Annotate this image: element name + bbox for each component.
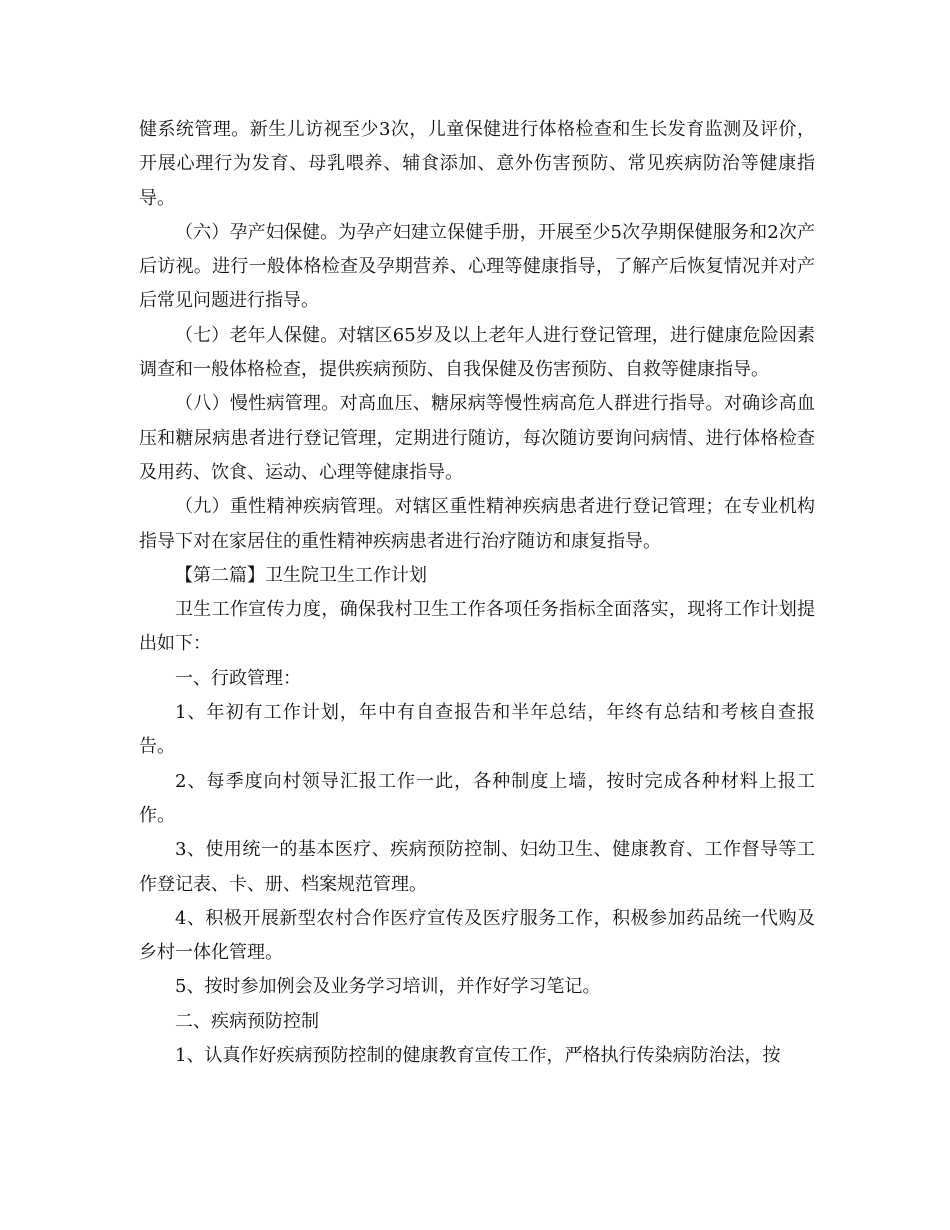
- section-heading-administration: 一、行政管理：: [175, 667, 301, 689]
- list-item-admin-3: 3、使用统一的基本医疗、疾病预防控制、妇幼卫生、健康教育、工作督导等工作登记表、卡、册、档案规范管理。: [139, 839, 815, 895]
- section-heading-disease-control: 二、疾病预防控制: [175, 1010, 319, 1032]
- list-item-disease-1: 1、认真作好疾病预防控制的健康教育宣传工作，严格执行传染病防治法，按: [175, 1045, 781, 1067]
- list-item-admin-1: 1、年初有工作计划，年中有自查报告和半年总结，年终有总结和考核自查报告。: [139, 702, 815, 758]
- paragraph-mental-illness: （九）重性精神疾病管理。对辖区重性精神疾病患者进行登记管理；在专业机构指导下对在家居住的重性精神疾病患者进行治疗随访和康复指导。: [139, 496, 815, 552]
- list-item-admin-2: 2、每季度向村领导汇报工作一此，各种制度上墙，按时完成各种材料上报工作。: [139, 770, 815, 826]
- list-item-admin-4: 4、积极开展新型农村合作医疗宣传及医疗服务工作，积极参加药品统一代购及乡村一体化管理。: [139, 907, 815, 964]
- paragraph-intro: 卫生工作宣传力度，确保我村卫生工作各项任务指标全面落实，现将工作计划提出如下：: [139, 599, 815, 655]
- paragraph-maternal-health: （六）孕产妇保健。为孕产妇建立保健手册，开展至少5次孕期保健服务和2次产后访视。进行一般体格检查及孕期营养、心理等健康指导，了解产后恢复情况并对产后常见问题进行指导。: [139, 221, 815, 312]
- document-body: [139, 113, 815, 1073]
- paragraph-child-health-continued: 健系统管理。新生儿访视至少3次，儿童保健进行体格检查和生长发育监测及评价，开展心理行为发育、母乳喂养、辅食添加、意外伤害预防、常见疾病防治等健康指导。: [139, 119, 815, 209]
- paragraph-elderly-health: （七）老年人保健。对辖区65岁及以上老年人进行登记管理，进行健康危险因素调查和一般体格检查，提供疾病预防、自我保健及伤害预防、自救等健康指导。: [139, 324, 815, 381]
- list-item-admin-5: 5、按时参加例会及业务学习培训，并作好学习笔记。: [175, 976, 601, 998]
- section-title-second-article: 【第二篇】卫生院卫生工作计划: [175, 564, 427, 586]
- paragraph-chronic-disease: （八）慢性病管理。对高血压、糖尿病等慢性病高危人群进行指导。对确诊高血压和糖尿病患者进行登记管理，定期进行随访，每次随访要询问病情、进行体格检查及用药、饮食、运动、心理等健康指导。: [139, 393, 815, 483]
